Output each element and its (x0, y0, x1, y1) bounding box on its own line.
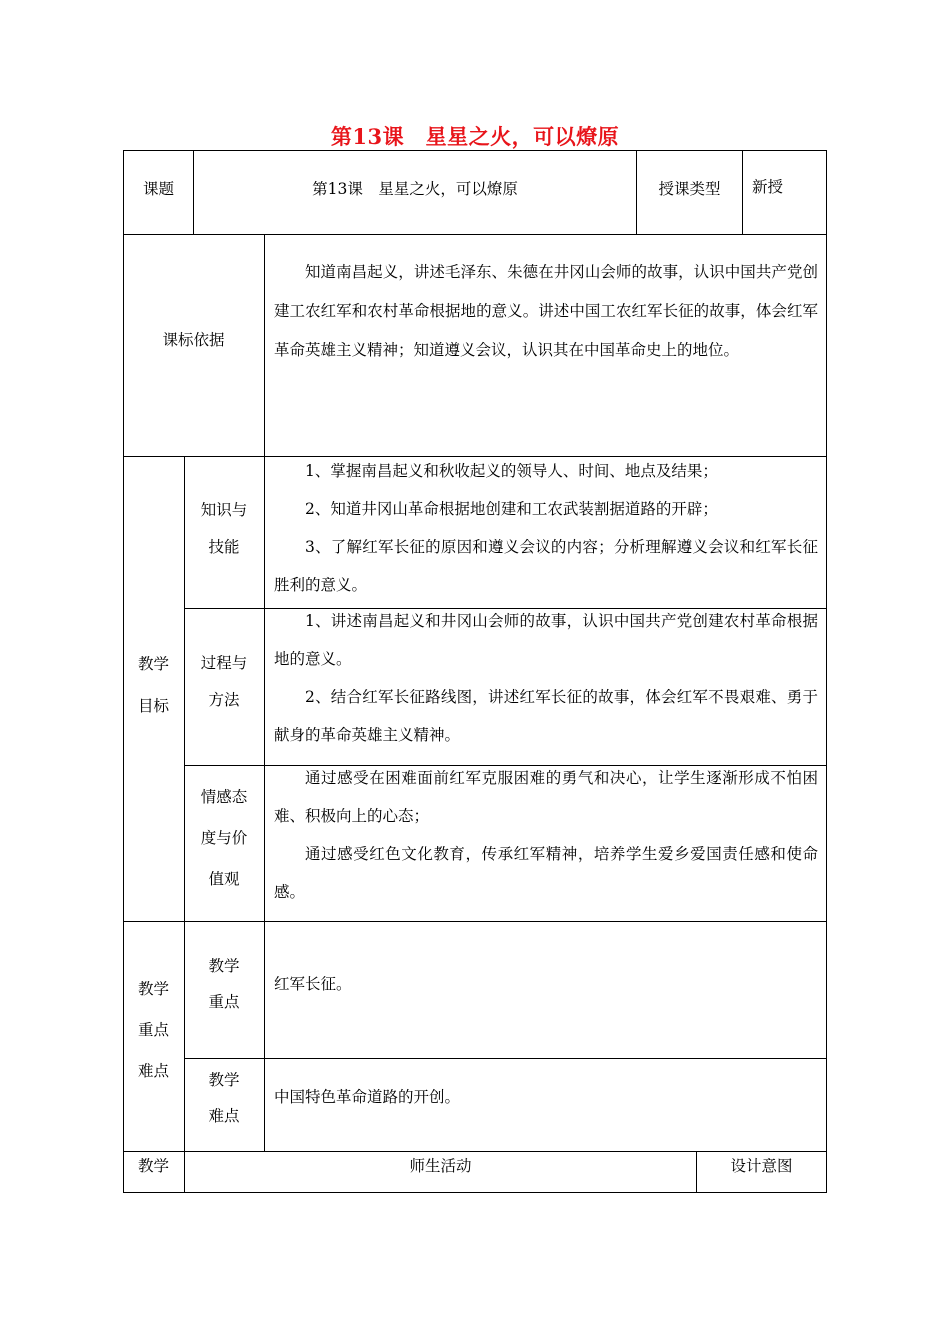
objectives-label-line: 教学 (137, 655, 169, 673)
focus-label-line: 重点 (208, 993, 240, 1011)
process-item: 1、讲述南昌起义和井冈山会师的故事，认识中国共产党创建农村革命根据地的意义。 (274, 612, 818, 668)
footer-col3: 设计意图 (730, 1157, 793, 1175)
focus-label (184, 956, 264, 1012)
keypoints-label-line: 重点 (137, 1021, 169, 1039)
knowledge-label (184, 500, 264, 557)
knowledge-item: 1、掌握南昌起义和秋收起义的领导人、时间、地点及结果； (305, 462, 718, 480)
standard-label: 课标依据 (162, 331, 225, 349)
knowledge-item: 2、知道井冈山革命根据地创建和工农武装割据道路的开辟； (305, 500, 718, 518)
footer-col2: 师生活动 (409, 1157, 472, 1175)
process-label (184, 653, 264, 710)
footer-col1: 教学 (137, 1157, 169, 1175)
document-title: 第13课 星星之火，可以燎原 (330, 124, 620, 149)
focus-label-line: 教学 (208, 957, 240, 975)
difficulty-label-line: 教学 (208, 1071, 240, 1089)
keypoints-label (123, 979, 184, 1081)
difficulty-label-line: 难点 (208, 1107, 240, 1125)
keypoints-label-line: 教学 (137, 980, 169, 998)
lesson-type-value: 新授 (752, 178, 784, 196)
focus-text: 红军长征。 (274, 975, 352, 993)
emotion-item: 通过感受在困难面前红军克服困难的勇气和决心，让学生逐渐形成不怕困难、积极向上的心态； (274, 769, 818, 825)
row-divider (123, 921, 827, 922)
knowledge-item: 3、了解红军长征的原因和遵义会议的内容；分析理解遵义会议和红军长征胜利的意义。 (274, 538, 818, 594)
process-content (274, 602, 818, 754)
topic-value: 第13课 星星之火，可以燎原 (312, 180, 518, 198)
emotion-item: 通过感受红色文化教育，传承红军精神，培养学生爱乡爱国责任感和使命感。 (274, 845, 818, 901)
emotion-label-line: 情感态 (200, 788, 248, 806)
knowledge-label-line: 技能 (208, 538, 240, 556)
emotion-content (274, 759, 818, 911)
knowledge-label-line: 知识与 (200, 501, 248, 519)
process-label-line: 过程与 (200, 654, 248, 672)
table-border-bottom (123, 1192, 827, 1193)
process-item: 2、结合红军长征路线图，讲述红军长征的故事，体会红军不畏艰难、勇于献身的革命英雄主义精神。 (274, 688, 818, 744)
difficulty-text: 中国特色革命道路的开创。 (274, 1088, 461, 1106)
difficulty-label (184, 1070, 264, 1126)
objectives-label-line: 目标 (137, 697, 169, 715)
standard-text (274, 253, 818, 370)
table-border-right (826, 150, 827, 1193)
topic-label: 课题 (142, 180, 174, 198)
knowledge-content (274, 452, 818, 604)
emotion-label (184, 787, 264, 889)
process-label-line: 方法 (208, 691, 240, 709)
row-divider (123, 1151, 827, 1152)
emotion-label-line: 值观 (208, 870, 240, 888)
emotion-label-line: 度与价 (200, 829, 248, 847)
keypoints-label-line: 难点 (137, 1062, 169, 1080)
col-divider (742, 150, 743, 235)
row-divider (123, 234, 827, 235)
standard-paragraph: 知道南昌起义，讲述毛泽东、朱德在井冈山会师的故事，认识中国共产党创建工农红军和农村革命根据地的意义。讲述中国工农红军长征的故事，体会红军革命英雄主义精神；知道遵义会议，认识其在中国革命史上的地位。 (274, 263, 818, 359)
row-divider (184, 1058, 827, 1059)
lesson-type-label: 授课类型 (658, 180, 721, 198)
col-divider (264, 234, 265, 1152)
objectives-label (123, 654, 184, 716)
table-border-top (123, 150, 827, 151)
